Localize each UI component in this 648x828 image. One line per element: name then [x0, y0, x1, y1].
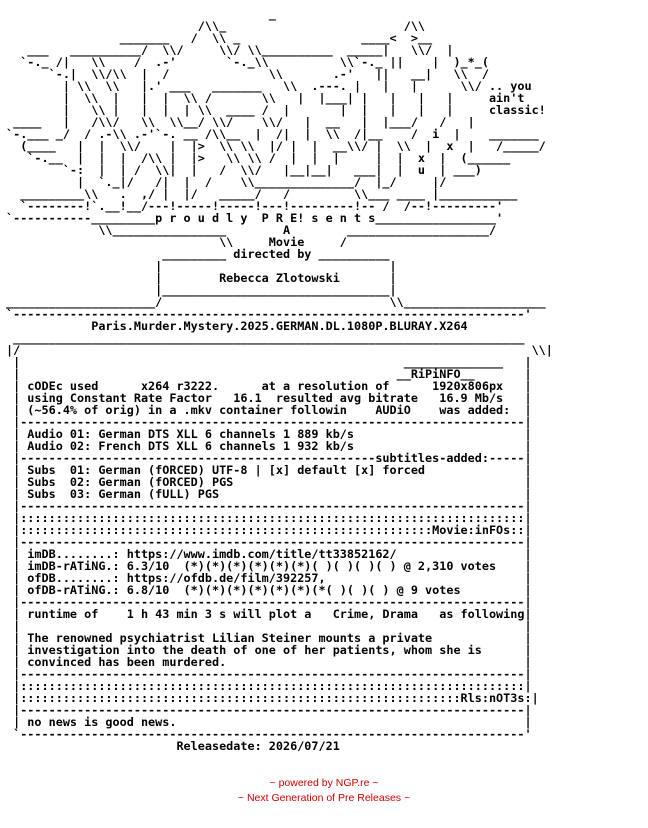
footer-powered-by: ~ powered by NGP.re ~ — [269, 777, 379, 789]
nfo-text: _ /\\_ /\\ _______ / \\ _ ____< >__ ___ __________/ \\/ \\/ \\__________ _____| \\/ | `-._ /| \\ / .-' `-._\\ \\`-._ || | )_*_( `-.| \\/\\ | / \\ .-' || __| \\ / | \\ \\ |.' ___ _______ \\ .---. | | | \\/ .. you | \\ | | | \\ / \\ | |___| | | | | ain't | \\ | | | | \\ ____ / | | | | | | classic! ____ | /\\/ \\ \\__/ \\/ \\/ | __ | |___/ / | `-.___ _/ / .-\\ .-'`-. __ /\\__ | /| | \\ /|__ / i | _______ (____ | | \\/ | |> \\ \\ |/ | | __\\/ | \\ | x | /_____/ `-.__ | | | /\\ | |> \\ \\ / | | | | | x | (______ `-: | | / \\| | / \\/ |__|__| ___| | u | ___) | `._|/ /| | / \\______________/ |_/ |/ _________\\ . ,/ | |/ _____/ / \\___ ____ |___________ `--------!`.__!__/---!-----!-----!---!---------!-- / /--!---------' `-----------_________p r o u d l y P R E! s e n t s_________________' \\________________ A ____________________/ \\ Movie / _________ directed by __________ | | | Rebecca Zlotowski | |________________________________| _____________________/ \\____________________ `------------------------------------------------------------------------' Paris.Murder.Mystery.2025.GERMAN.DL.1080P.BLURAY.X264 ________________________________________________________________________ |/ \\| | ______________ | | __RiPiNFO__ | | cODEc used x264 r3222. at a resolution of 1920x806px | | using Constant Rate Factor 16.1 resulted avg bitrate 16.9 Mb/s | | (~56.4% of orig) in a .mkv container followin AUDiO was added: | |-----------------------------------------------------------------------| | Audio 01: German DTS XLL 6 channels 1 889 kb/s | | Audio 02: French DTS XLL 6 channels 1 932 kb/s | |--------------------------------------------------subtitles-added:-----| | Subs 01: German (fORCED) UTF-8 | [x] default [x] forced | | Subs 02: German (fORCED) PGS | | Subs 03: German (fULL) PGS | |-----------------------------------------------------------------------| |:::::::::::::::::::::::::::::::::::::::::::::::::::::::::::::::::::::::| |::::::::::::::::::::::::::::::::::::::::::::::::::::::::::Movie:inFOs::| |-----------------------------------------------------------------------| | imDB........: https://www.imdb.com/title/tt33852162/ | | imDB-rATiNG.: 6.3/10 (*)(*)(*)(*)(*)(*)( )( )( )( ) @ 2,310 votes | | ofDB........: https://ofdb.de/film/392257, | | ofDB-rATiNG.: 6.8/10 (*)(*)(*)(*)(*)(*)(*( )( )( ) @ 9 votes | |-----------------------------------------------------------------------| | runtime of 1 h 43 min 3 s will plot a Crime, Drama as following| | | | The renowned psychiatrist Lilian Steiner mounts a private | | investigation into the death of one of her patients, whom she is | | convinced has been murdered. | |-----------------------------------------------------------------------| |:::::::::::::::::::::::::::::::::::::::::::::::::::::::::::::::::::::::| |::::::::::::::::::::::::::::::::::::::::::::::::::::::::::::::Rls:nOT3s:| |-----------------------------------------------------------------------| | no news is good news. | `-----------------------------------------------------------------------' Releasedate: 2026/07/21 — [6, 7, 553, 753]
footer-tagline: ~ Next Generation of Pre Releases ~ — [237, 792, 411, 804]
